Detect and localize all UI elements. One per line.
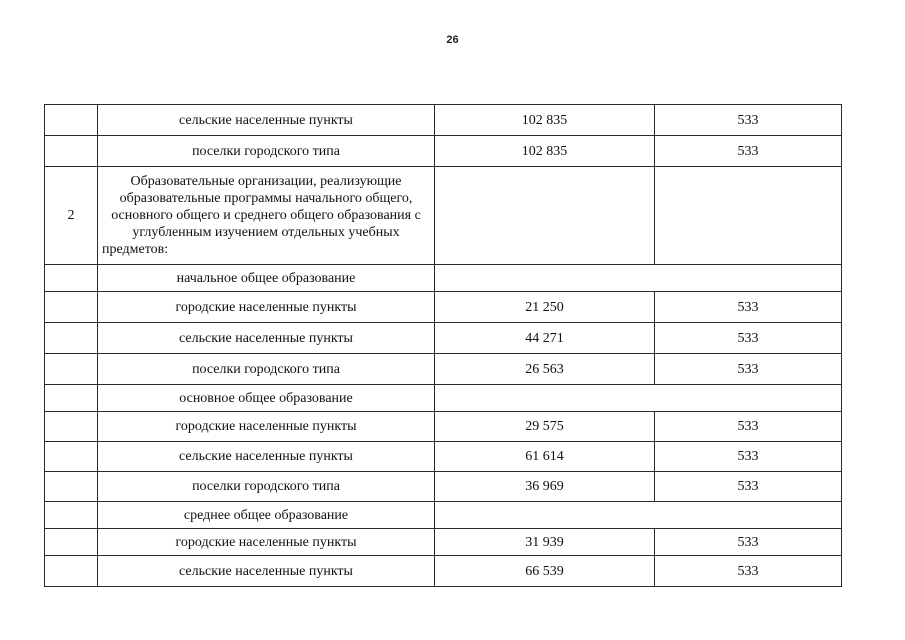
- value-cell: 29 575: [435, 412, 655, 442]
- row-number-cell: [45, 323, 98, 354]
- value-cell: 66 539: [435, 556, 655, 587]
- normative-table: [44, 104, 842, 587]
- table-row: [45, 472, 842, 502]
- row-label-cell: сельские населенные пункты: [98, 442, 435, 472]
- row-number-cell: [45, 556, 98, 587]
- row-label-cell: поселки городского типа: [98, 136, 435, 167]
- table-row: [45, 502, 842, 529]
- value-cell: 61 614: [435, 442, 655, 472]
- coefficient-cell: 533: [655, 105, 842, 136]
- coefficient-cell: 533: [655, 354, 842, 385]
- table-row: [45, 167, 842, 265]
- value-cell: [435, 167, 655, 265]
- row-label-cell: сельские населенные пункты: [98, 323, 435, 354]
- value-cell: 21 250: [435, 292, 655, 323]
- coefficient-cell: 533: [655, 472, 842, 502]
- row-number-cell: [45, 354, 98, 385]
- row-number-cell: [45, 292, 98, 323]
- coefficient-cell: 533: [655, 412, 842, 442]
- row-description-cell: Образовательные организации, реализующие образовательные программы начального общего, основного общего и среднего общего образования с углубленным изучением отдельных учебных предметов:: [98, 167, 435, 265]
- table-row: [45, 323, 842, 354]
- coefficient-cell: 533: [655, 529, 842, 556]
- empty-merged-cell: [435, 502, 842, 529]
- coefficient-cell: 533: [655, 136, 842, 167]
- value-cell: 102 835: [435, 105, 655, 136]
- row-label-cell: поселки городского типа: [98, 472, 435, 502]
- row-label-cell: городские населенные пункты: [98, 292, 435, 323]
- coefficient-cell: 533: [655, 292, 842, 323]
- row-number-cell: [45, 385, 98, 412]
- table-row: [45, 412, 842, 442]
- row-number-cell: [45, 412, 98, 442]
- table-row: [45, 354, 842, 385]
- value-cell: 102 835: [435, 136, 655, 167]
- table-row: [45, 529, 842, 556]
- row-number-cell: [45, 265, 98, 292]
- section-label-cell: среднее общее образование: [98, 502, 435, 529]
- row-number-cell: 2: [45, 167, 98, 265]
- table-row: [45, 265, 842, 292]
- row-number-cell: [45, 136, 98, 167]
- table-row: [45, 556, 842, 587]
- table-row: [45, 385, 842, 412]
- coefficient-cell: [655, 167, 842, 265]
- row-number-cell: [45, 105, 98, 136]
- coefficient-cell: 533: [655, 442, 842, 472]
- table-row: [45, 105, 842, 136]
- table-row: [45, 292, 842, 323]
- row-label-cell: сельские населенные пункты: [98, 556, 435, 587]
- row-number-cell: [45, 502, 98, 529]
- row-label-cell: сельские населенные пункты: [98, 105, 435, 136]
- page-number: 26: [446, 34, 459, 46]
- table-row: [45, 136, 842, 167]
- value-cell: 26 563: [435, 354, 655, 385]
- coefficient-cell: 533: [655, 556, 842, 587]
- section-label-cell: начальное общее образование: [98, 265, 435, 292]
- row-number-cell: [45, 442, 98, 472]
- row-number-cell: [45, 529, 98, 556]
- empty-merged-cell: [435, 265, 842, 292]
- row-label-cell: городские населенные пункты: [98, 529, 435, 556]
- value-cell: 44 271: [435, 323, 655, 354]
- row-number-cell: [45, 472, 98, 502]
- row-label-cell: городские населенные пункты: [98, 412, 435, 442]
- value-cell: 36 969: [435, 472, 655, 502]
- empty-merged-cell: [435, 385, 842, 412]
- table-row: [45, 442, 842, 472]
- row-label-cell: поселки городского типа: [98, 354, 435, 385]
- section-label-cell: основное общее образование: [98, 385, 435, 412]
- coefficient-cell: 533: [655, 323, 842, 354]
- value-cell: 31 939: [435, 529, 655, 556]
